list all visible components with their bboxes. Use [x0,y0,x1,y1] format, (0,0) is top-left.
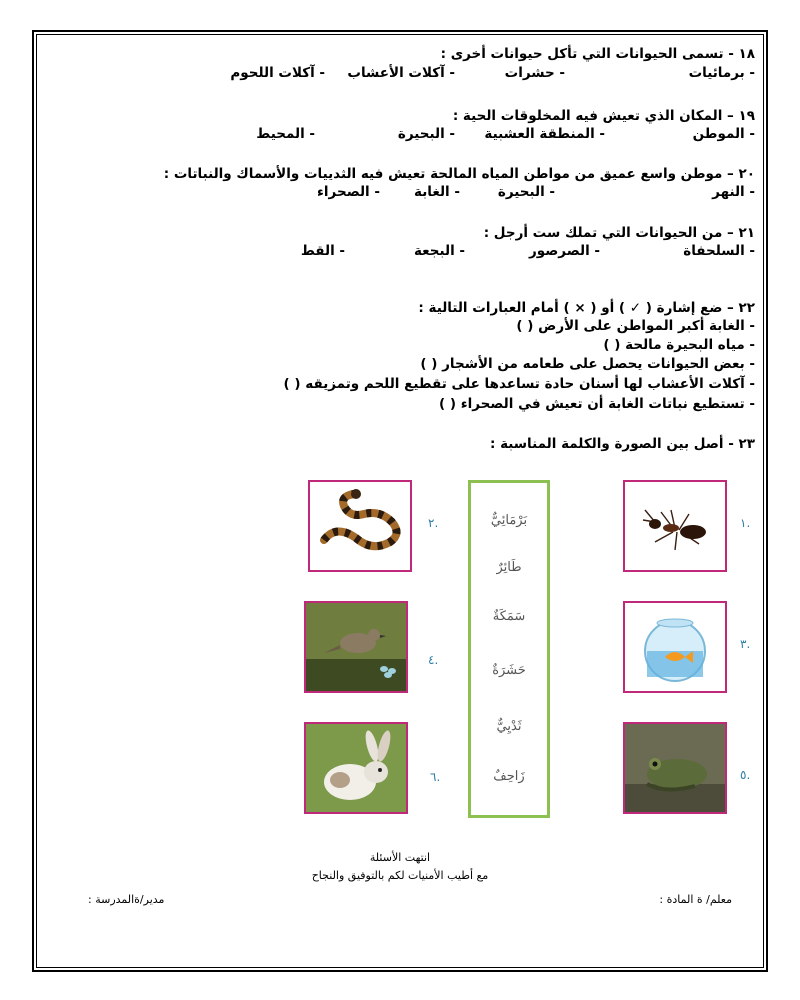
question-19-options [40,126,755,143]
statement: - مياه البحيرة مالحة ( ) [603,337,755,353]
option: - برمائيات [688,65,755,81]
picture-number: .٤ [428,653,439,667]
picture-number: .٢ [428,516,439,530]
statement: - الغابة أكبر المواطن على الأرض ( ) [516,318,755,334]
question-18-options [40,65,755,82]
question-19: ١٩ – المكان الذي تعيش فيه المخلوقات الحية : [452,108,755,124]
picture-frog[interactable] [623,722,727,814]
word[interactable]: سَمَكَةٌ [492,609,526,624]
option: - البحيرة [397,126,455,142]
ant-icon [625,482,725,570]
question-20-options [40,184,755,201]
principal-signature: مدير/ةالمدرسة : [88,893,165,906]
option: - البجعة [413,243,465,259]
picture-number: .٣ [740,637,751,651]
word[interactable]: ثَدْيِيٌّ [496,719,522,734]
option: - السلحفاة [683,243,755,259]
option: - البحيرة [497,184,555,200]
statement: - بعض الحيوانات يحصل على طعامه من الأشجار ( ) [420,356,755,372]
picture-number: .١ [740,516,751,530]
word-box [468,480,550,818]
wishes-text: مع أطيب الأمنيات لكم بالتوفيق والنجاح [311,869,489,882]
snake-icon [310,482,410,570]
option: - النهر [712,184,755,200]
picture-bird[interactable] [304,601,408,693]
fishbowl-icon [625,603,725,691]
picture-number: .٦ [430,770,441,784]
option: - المنطقة العشبية [484,126,605,142]
question-21-options [40,243,755,260]
question-20: ٢٠ – موطن واسع عميق من مواطن المياه المالحة تعيش فيه الثدييات والأسماك والنباتات : [163,166,755,182]
word[interactable]: حَشَرَةٌ [492,663,526,678]
word[interactable]: طَائِرٌ [496,560,522,575]
question-23: ٢٣ - أصل بين الصورة والكلمة المناسبة : [489,436,755,452]
option: - القط [300,243,345,259]
option: - آكلات اللحوم [230,65,325,81]
picture-fishbowl[interactable] [623,601,727,693]
option: - آكلات الأعشاب [347,65,455,81]
picture-snake[interactable] [308,480,412,572]
option: - الغابة [414,184,460,200]
question-21: ٢١ – من الحيوانات التي تملك ست أرجل : [483,225,755,241]
question-22: ٢٢ – ضع إشارة ( ✓ ) أو ( × ) أمام العبارات التالية : [418,300,755,316]
option: - حشرات [504,65,565,81]
question-18: ١٨ - تسمى الحيوانات التي تأكل حيوانات أخرى : [440,46,755,62]
picture-ant[interactable] [623,480,727,572]
word[interactable]: بَرْمَائِيٌّ [490,513,528,528]
option: - الموطن [692,126,755,142]
statement: - تستطيع نباتات الغابة أن تعيش في الصحراء ( ) [438,396,755,412]
end-text: انتهت الأسئلة [369,851,431,864]
option: - المحيط [256,126,315,142]
option: - الصرصور [529,243,600,259]
statement: - آكلات الأعشاب لها أسنان حادة تساعدها على تقطيع اللحم وتمزيقه ( ) [283,376,755,392]
teacher-signature: معلم/ ة المادة : [659,893,732,906]
bird-icon [306,603,408,693]
picture-number: .٥ [740,768,751,782]
option: - الصحراء [317,184,380,200]
rabbit-icon [306,724,408,814]
word[interactable]: زَاحِفٌ [493,769,525,784]
frog-icon [625,724,725,814]
picture-rabbit[interactable] [304,722,408,814]
